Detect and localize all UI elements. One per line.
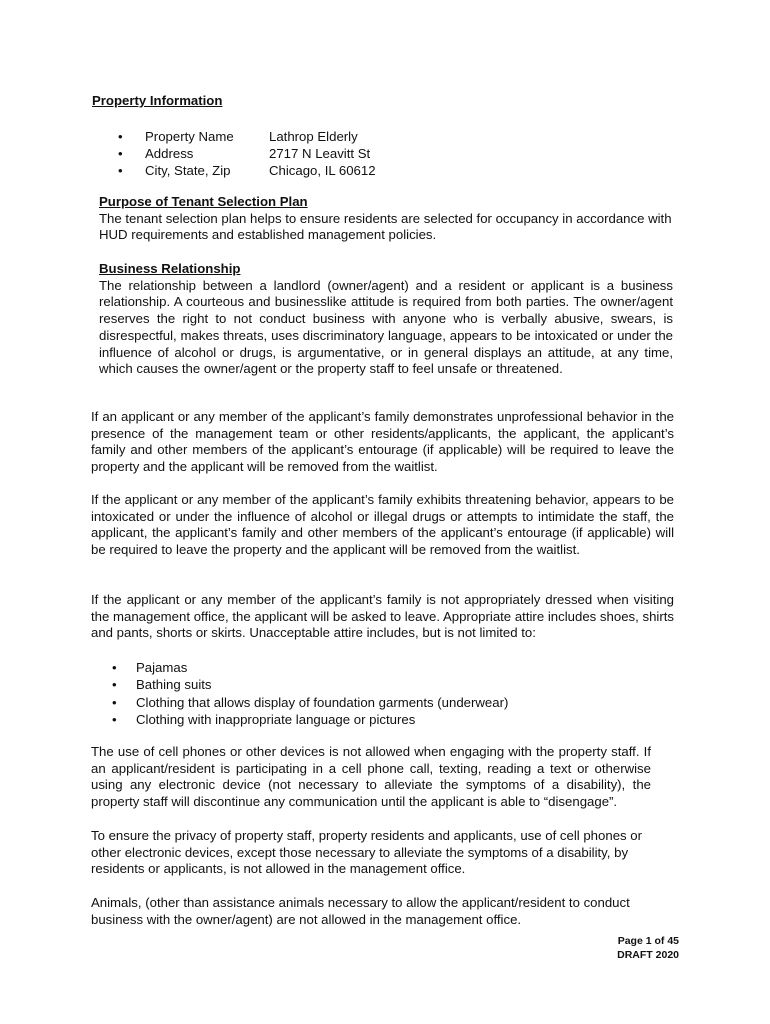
purpose-text: The tenant selection plan helps to ensure residents are selected for occupancy in accordance with HUD requirements and established management policies. — [99, 210, 672, 243]
property-info-row — [118, 128, 376, 145]
property-name-value: Lathrop Elderly — [269, 129, 358, 144]
list-item — [112, 659, 508, 676]
business-relationship-heading: Business Relationship — [99, 261, 241, 276]
attire-paragraph: If the applicant or any member of the applicant’s family is not appropriately dressed when visiting the management office, the applicant will be asked to leave. Appropriate attire includes shoes, shirts and pants, shorts or skirts. Unacceptable attire includes, but is not limited to: — [91, 592, 674, 641]
page-number: Page 1 of 45 — [617, 935, 679, 947]
business-relationship-section — [99, 261, 673, 378]
purpose-heading: Purpose of Tenant Selection Plan — [99, 194, 308, 209]
property-info-row — [118, 162, 376, 179]
list-item — [112, 676, 508, 693]
page-footer — [617, 934, 679, 962]
list-item-text: Pajamas — [136, 660, 188, 675]
bullet-icon: • — [118, 163, 123, 178]
property-name-label: Property Name — [145, 129, 234, 144]
property-information-heading: Property Information — [92, 93, 223, 108]
address-label: Address — [145, 146, 194, 161]
privacy-paragraph: To ensure the privacy of property staff, property residents and applicants, use of cell phones or other electronic devices, except those necessary to alleviate the symptoms of a disability, by residents or applicants, is not allowed in the management office. — [91, 828, 643, 877]
address-value: 2717 N Leavitt St — [269, 146, 371, 161]
property-info-row — [118, 145, 376, 162]
cell-phone-paragraph: The use of cell phones or other devices is not allowed when engaging with the property staff. If an applicant/resident is participating in a cell phone call, texting, reading a text or otherwise using any electronic device (not necessary to alleviate the symptoms of a disability), the property staff will discontinue any communication until the applicant is able to “disengage”. — [91, 744, 651, 810]
bullet-icon: • — [112, 711, 117, 727]
list-item-text: Bathing suits — [136, 677, 212, 693]
property-info-list — [118, 128, 376, 179]
bullet-icon: • — [118, 129, 123, 144]
list-item-text: Clothing with inappropriate language or pictures — [136, 711, 416, 727]
list-item — [112, 711, 508, 728]
business-relationship-text: The relationship between a landlord (owner/agent) and a resident or applicant is a business relationship. A courteous and businesslike attitude is required from both parties. The owner/agent reserves the right to not conduct business with anyone who is verbally abusive, swears, is disrespectful, makes threats, uses discriminatory language, appears to be intoxicated or under the influence of alcohol or drugs, is argumentative, or in general displays an attitude, at any time, which causes the owner/agent or the property staff to feel unsafe or threatened. — [99, 277, 673, 377]
city-state-zip-value: Chicago, IL 60612 — [269, 163, 376, 178]
bullet-icon: • — [112, 694, 117, 710]
city-state-zip-label: City, State, Zip — [145, 163, 231, 178]
animals-paragraph: Animals, (other than assistance animals necessary to allow the applicant/resident to conduct business with the owner/agent) are not allowed in the management office. — [91, 895, 630, 927]
list-item — [112, 694, 508, 711]
draft-label: DRAFT 2020 — [617, 949, 679, 961]
purpose-section — [99, 194, 673, 244]
bullet-icon: • — [112, 677, 117, 693]
threatening-behavior-paragraph: If the applicant or any member of the applicant’s family exhibits threatening behavior, appears to be intoxicated or under the influence of alcohol or illegal drugs or attempts to intimidate the staff, the applicant, the applicant’s family and other members of the applicant’s entourage (if applicable) will be required to leave the property and the applicant will be removed from the waitlist. — [91, 492, 674, 558]
list-item-text: Clothing that allows display of foundation garments (underwear) — [136, 694, 509, 710]
bullet-icon: • — [118, 146, 123, 161]
unprofessional-behavior-paragraph: If an applicant or any member of the applicant’s family demonstrates unprofessional behavior in the presence of the management team or other residents/applicants, the applicant, the applicant’s family and other members of the applicant’s entourage (if applicable) will be required to leave the property and the applicant will be removed from the waitlist. — [91, 409, 674, 475]
bullet-icon: • — [112, 660, 117, 675]
unacceptable-attire-list — [112, 659, 508, 728]
